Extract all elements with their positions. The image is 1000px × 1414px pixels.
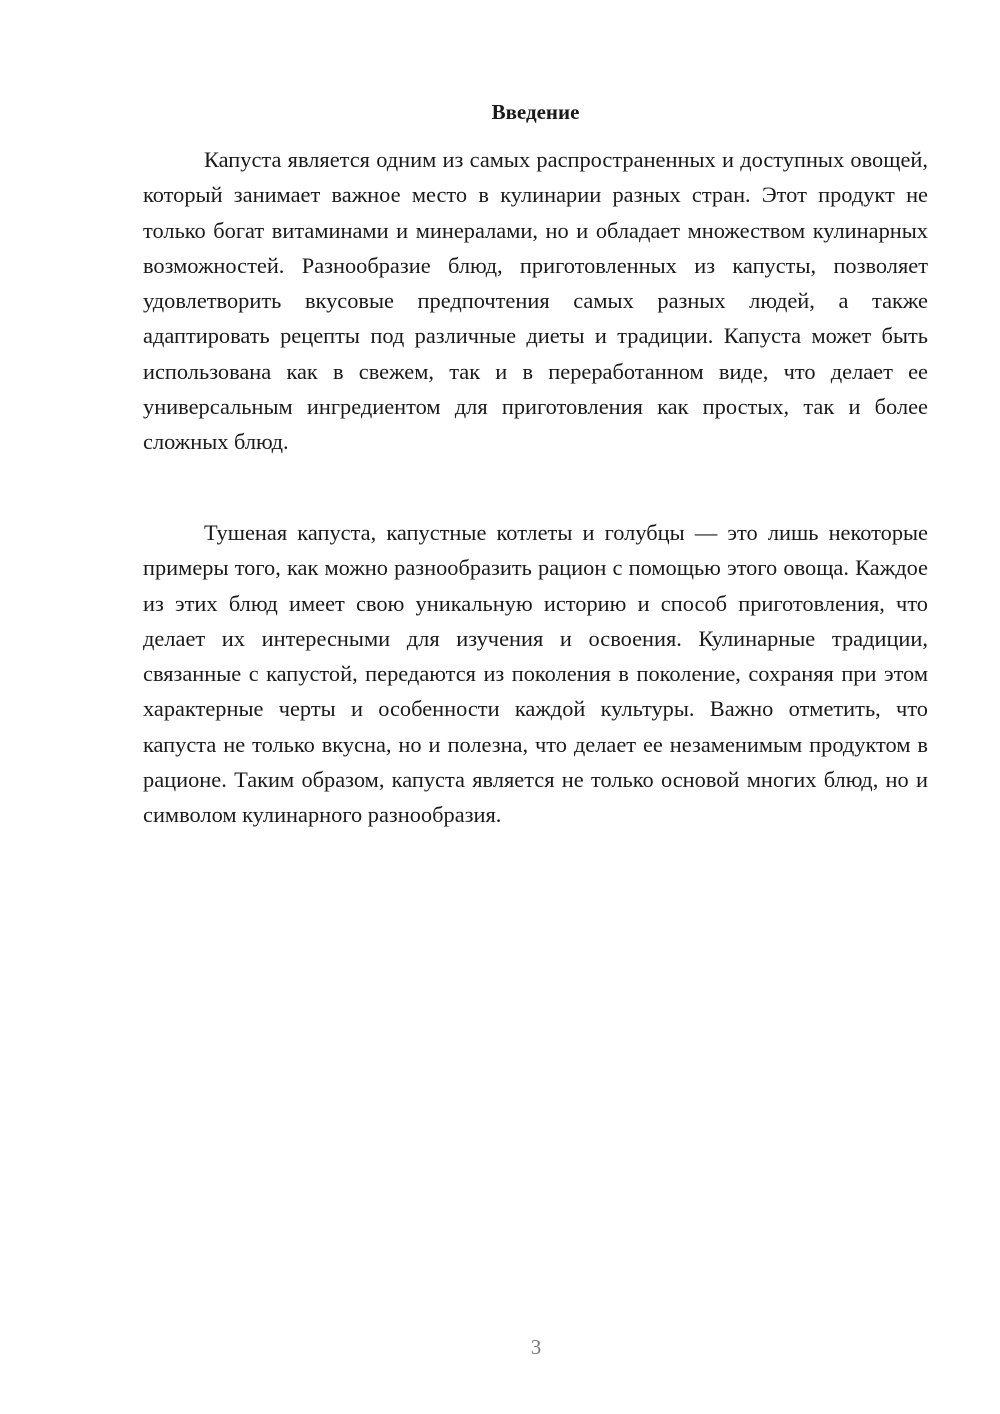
paragraph-2: Тушеная капуста, капустные котлеты и голубцы — это лишь некоторые примеры того, как можно разнообразить рацион с помощью этого овоща. Каждое из этих блюд имеет свою уникальную историю и способ приготовления, что делает их интересными для изучения и освоения. Кулинарные традиции, связанные с капустой, передаются из поколения в поколение, сохраняя при этом характерные черты и особенности каждой культуры. Важно отметить, что капуста не только вкусна, но и полезна, что делает ее незаменимым продуктом в рационе. Таким образом, капуста является не только основой многих блюд, но и символом кулинарного разнообразия. <box>143 520 928 828</box>
section-title: Введение <box>491 100 580 124</box>
paragraph-2-container <box>143 515 928 833</box>
paragraph-1: Капуста является одним из самых распространенных и доступных овощей, который занимает важное место в кулинарии разных стран. Этот продукт не только богат витаминами и минералами, но и обладает множеством кулинарных возможностей. Разнообразие блюд, приготовленных из капусты, позволяет удовлетворить вкусовые предпочтения самых разных людей, а также адаптировать рецепты под различные диеты и традиции. Капуста может быть использована как в свежем, так и в переработанном виде, что делает ее универсальным ингредиентом для приготовления как простых, так и более сложных блюд. <box>143 147 928 455</box>
paragraph-1-container <box>143 142 928 460</box>
page-number: 3 <box>530 1335 542 1359</box>
